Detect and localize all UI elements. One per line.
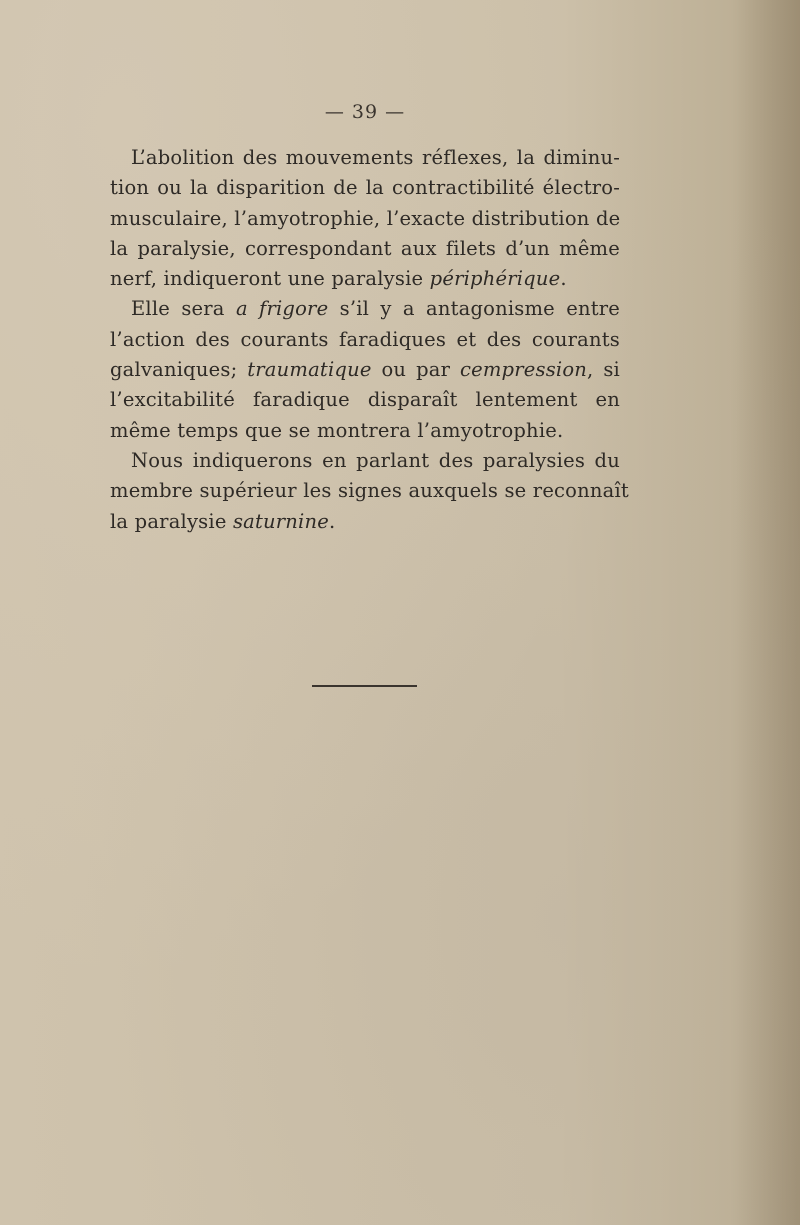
body-text — [110, 143, 629, 537]
text-run: ou par — [371, 358, 460, 382]
text-line — [110, 355, 620, 385]
text-line: tion ou la disparition de la contractibilité électro- — [110, 176, 620, 200]
text-line — [110, 264, 620, 294]
text-line: musculaire, l’amyotrophie, l’exacte distribution de — [110, 206, 621, 230]
text-line — [110, 507, 620, 537]
italic-term: saturnine — [232, 509, 329, 533]
text-run: . — [329, 509, 336, 533]
text-run: galvaniques; — [110, 358, 248, 382]
section-end-rule — [312, 685, 417, 687]
text-run: nerf, indiqueront une paralysie — [110, 267, 430, 291]
page-edge-shadow — [730, 0, 800, 1225]
text-run: , si — [587, 358, 620, 382]
italic-term: cempression — [460, 358, 588, 382]
text-run: la paralysie — [110, 509, 233, 533]
text-line: l’action des courants faradiques et des courants — [110, 327, 620, 351]
text-line: Nous indiquerons en parlant des paralysies du — [131, 448, 620, 472]
text-run: Elle sera — [131, 297, 236, 321]
text-line: membre supérieur les signes auxquels se reconnaît — [110, 479, 629, 503]
italic-term: périphérique — [429, 267, 561, 291]
text-run: s’il y a antagonisme entre — [328, 297, 621, 321]
text-line: L’abolition des mouvements réflexes, la diminu- — [131, 146, 620, 169]
page-number: — 39 — — [324, 101, 406, 123]
text-line — [110, 294, 620, 324]
text-run: . — [560, 267, 567, 291]
text-line: l’excitabilité faradique disparaît lentement en — [110, 388, 620, 412]
italic-term: a frigore — [235, 297, 329, 321]
italic-term: traumatique — [247, 358, 372, 382]
text-line: la paralysie, correspondant aux filets d’un même — [110, 236, 620, 260]
text-line: même temps que se montrera l’amyotrophie. — [110, 418, 564, 442]
